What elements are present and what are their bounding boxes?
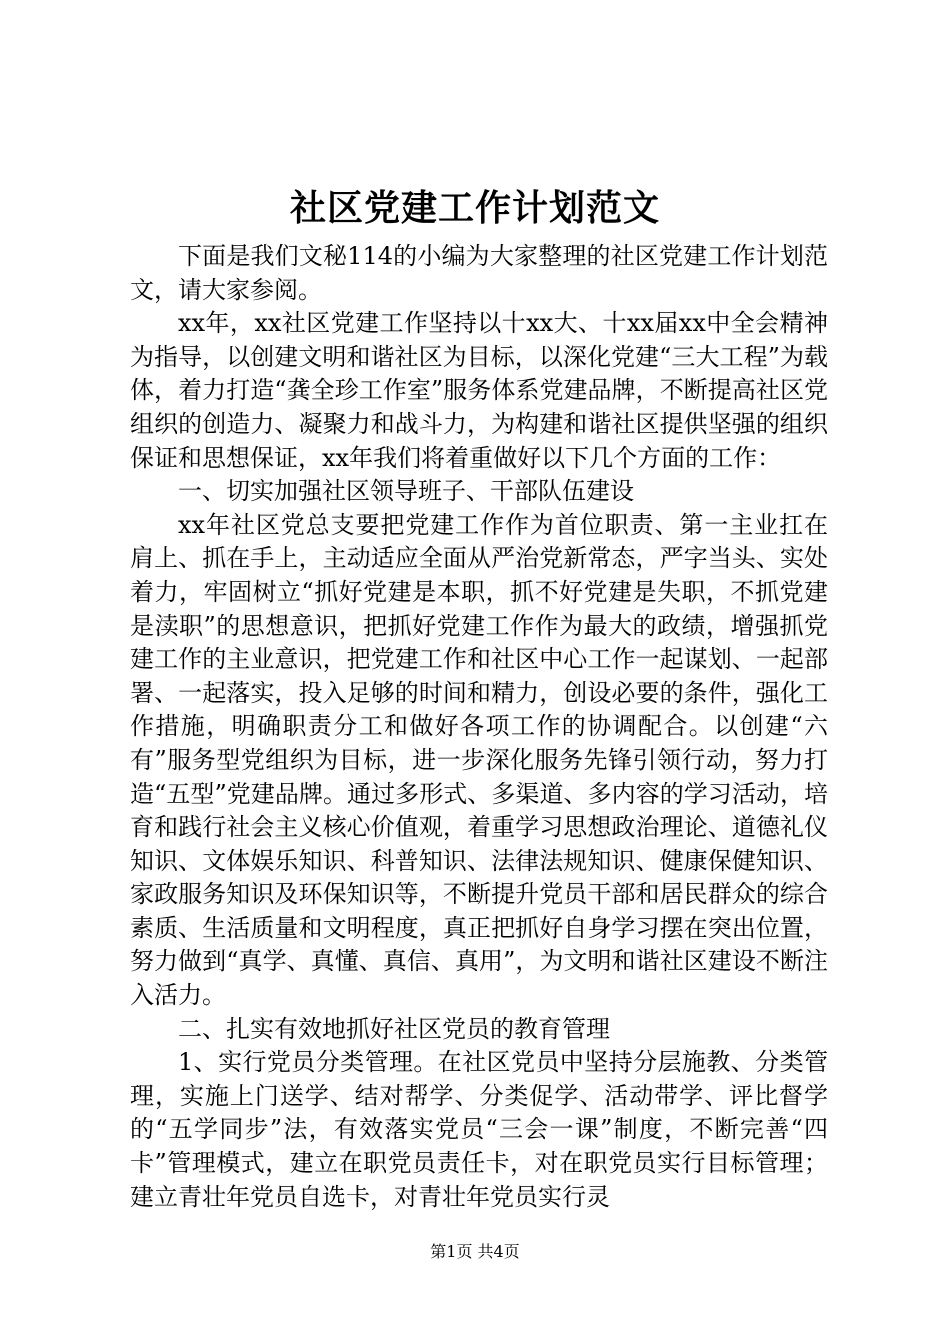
section-heading-1: 一、切实加强社区领导班子、干部队伍建设 <box>178 477 634 506</box>
paragraph-intro: 下面是我们文秘114的小编为大家整理的社区党建工作计划范文，请大家参阅。 <box>130 242 828 304</box>
page-footer: 第1页 共4页 <box>430 1242 520 1261</box>
paragraph-section-2-item-1: 1、实行党员分类管理。在社区党员中坚持分层施教、分类管理，实施上门送学、结对帮学、分类促学、活动带学、评比督学的“五学同步”法，有效落实党员“三会一课”制度，不断完善“四卡”管理模式，建立在职党员责任卡，对在职党员实行目标管理；建立青壮年党员自选卡，对青壮年党员实行灵 <box>130 1048 828 1211</box>
document-body <box>130 240 828 1214</box>
paragraph-overview: xx年，xx社区党建工作坚持以十xx大、十xx届xx中全会精神为指导，以创建文明和谐社区为目标，以深化党建“三大工程”为载体，着力打造“龚全珍工作室”服务体系党建品牌，不断提高社区党组织的创造力、凝聚力和战斗力，为构建和谐社区提供坚强的组织保证和思想保证，xx年我们将着重做好以下几个方面的工作： <box>130 309 828 472</box>
document-title: 社区党建工作计划范文 <box>289 187 660 229</box>
paragraph-section-1: xx年社区党总支要把党建工作作为首位职责、第一主业扛在肩上、抓在手上，主动适应全面从严治党新常态，严字当头、实处着力，牢固树立“抓好党建是本职，抓不好党建是失职，不抓党建是渎职”的思想意识，把抓好党建工作作为最大的政绩，增强抓党建工作的主业意识，把党建工作和社区中心工作一起谋划、一起部署、一起落实，投入足够的时间和精力，创设必要的条件，强化工作措施，明确职责分工和做好各项工作的协调配合。以创建“六有”服务型党组织为目标，进一步深化服务先锋引领行动，努力打造“五型”党建品牌。通过多形式、多渠道、多内容的学习活动，培育和践行社会主义核心价值观，着重学习思想政治理论、道德礼仪知识、文体娱乐知识、科普知识、法律法规知识、健康保健知识、家政服务知识及环保知识等，不断提升党员干部和居民群众的综合素质、生活质量和文明程度，真正把抓好自身学习摆在突出位置，努力做到“真学、真懂、真信、真用”，为文明和谐社区建设不断注入活力。 <box>130 510 828 1010</box>
section-heading-2: 二、扎实有效地抓好社区党员的教育管理 <box>178 1014 610 1043</box>
